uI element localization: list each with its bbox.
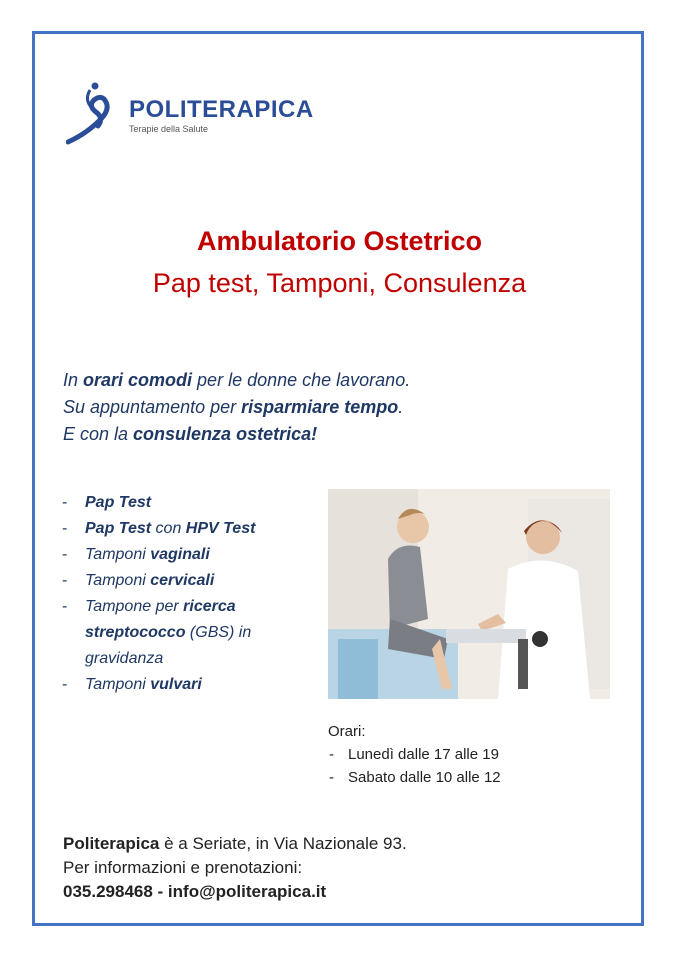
hours-label: Orari: — [328, 723, 366, 740]
list-item: - Sabato dalle 10 alle 12 — [328, 766, 501, 789]
consultation-photo — [328, 489, 610, 699]
list-item: - Tamponi vaginali — [62, 542, 312, 568]
brand-name: POLITERAPICA — [129, 96, 314, 123]
address-line: Politerapica è a Seriate, in Via Nazionale 93. — [63, 834, 407, 853]
intro-text — [63, 367, 410, 448]
list-item: - Tamponi cervicali — [62, 568, 312, 594]
page-title: Ambulatorio Ostetrico — [196, 226, 483, 256]
intro-line: E con la consulenza ostetrica! — [63, 424, 318, 444]
hours-section — [328, 720, 501, 789]
list-item: - Lunedì dalle 17 alle 19 — [328, 743, 501, 766]
list-item: - Tamponi vulvari — [62, 672, 312, 698]
hours-list — [328, 743, 501, 789]
intro-line: In orari comodi per le donne che lavorano. — [63, 370, 411, 390]
list-item: - Tampone per ricerca streptococco (GBS) in gravidanza — [62, 594, 312, 672]
contact-line: 035.298468 - info@politerapica.it — [63, 882, 327, 901]
intro-line: Su appuntamento per risparmiare tempo. — [63, 397, 404, 417]
page-border — [32, 31, 644, 926]
page-subtitle: Pap test, Tamponi, Consulenza — [152, 268, 527, 298]
info-line: Per informazioni e prenotazioni: — [63, 858, 303, 877]
brand-tagline: Terapie della Salute — [129, 124, 209, 134]
list-item: - Pap Test — [62, 490, 312, 516]
contact-footer — [63, 832, 407, 904]
services-list — [62, 490, 312, 698]
list-item: - Pap Test con HPV Test — [62, 516, 312, 542]
